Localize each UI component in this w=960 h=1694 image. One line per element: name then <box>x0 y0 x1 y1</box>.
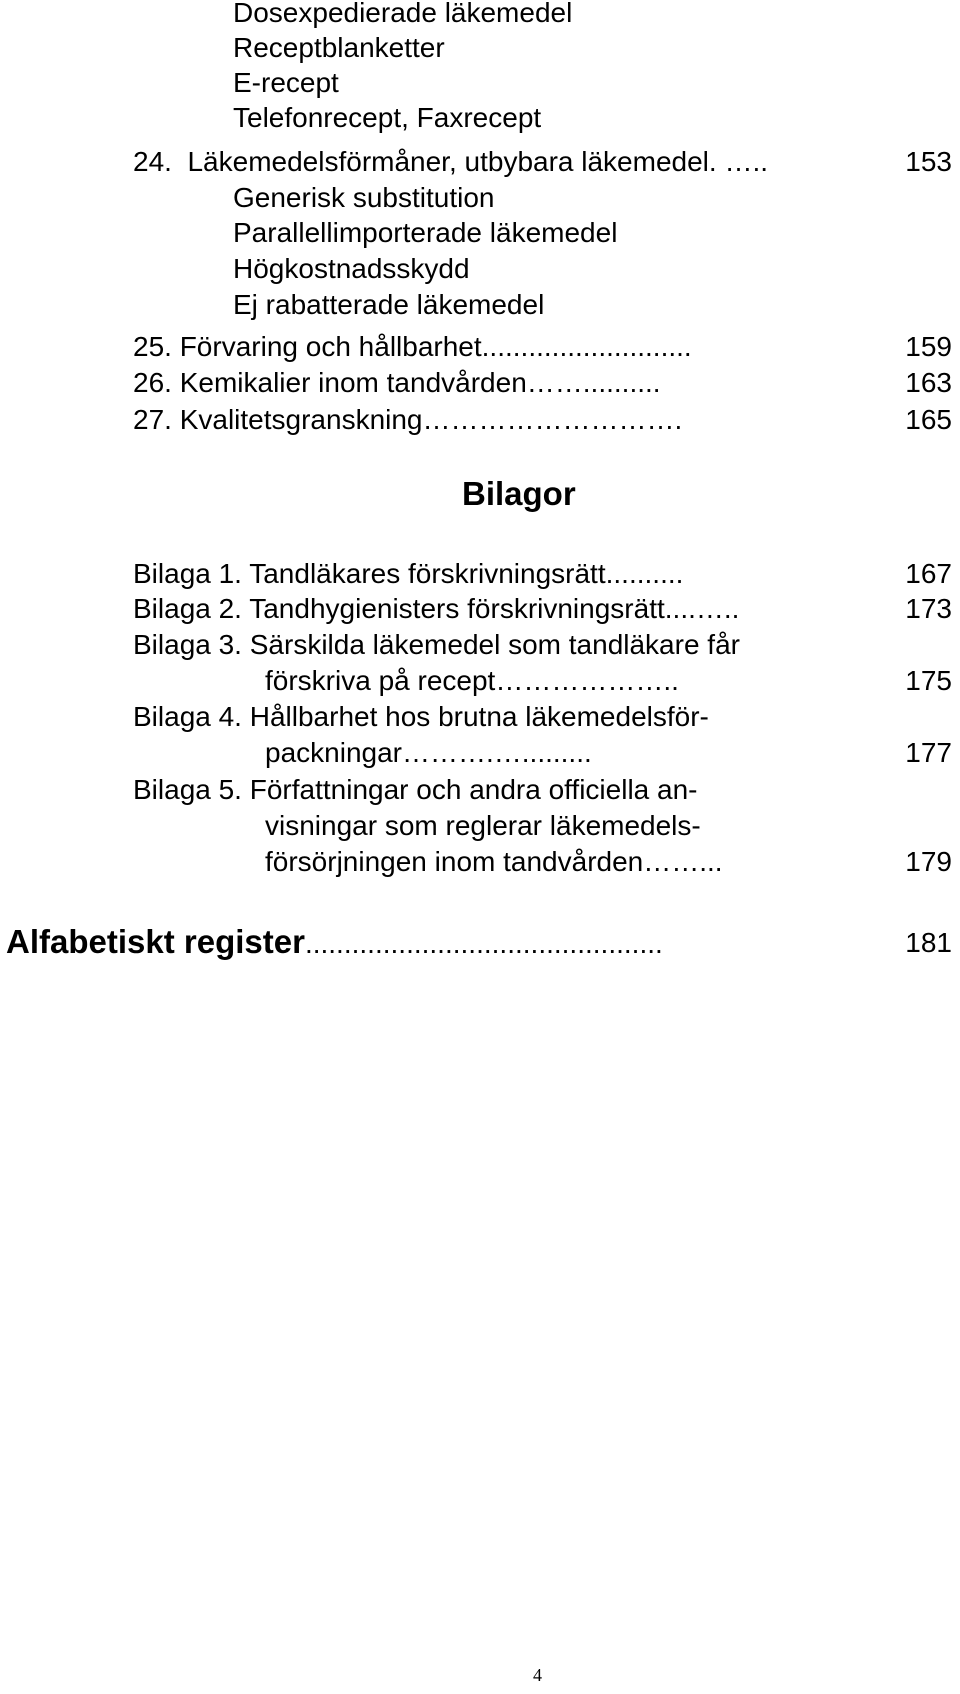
bilaga-2: Bilaga 2. Tandhygienisters förskrivningsrätt....….. <box>133 593 740 624</box>
bilaga-5: Bilaga 5. Författningar och andra officiella an- <box>133 774 698 805</box>
toc-entry-27-page: 165 <box>905 404 952 435</box>
toc-entry-26-page: 163 <box>905 367 952 398</box>
bilaga-4-page: 177 <box>905 737 952 768</box>
bilaga-5-continuation: försörjningen inom tandvården……... <box>265 846 723 877</box>
toc-subitem: Telefonrecept, Faxrecept <box>233 102 542 133</box>
bilaga-4-continuation: packningar……….…......... <box>265 737 592 768</box>
register-page: 181 <box>905 927 952 958</box>
bilaga-3-continuation: förskriva på recept……………….. <box>265 665 679 696</box>
register-label: Alfabetiskt register <box>6 923 305 960</box>
toc-entry-27: 27. Kvalitetsgranskning………………………. <box>133 404 683 435</box>
page-number: 4 <box>533 1665 542 1685</box>
bilaga-1-page: 167 <box>905 558 952 589</box>
toc-entry-24-page: 153 <box>905 146 952 177</box>
bilaga-3-page: 175 <box>905 665 952 696</box>
toc-entry-25-page: 159 <box>905 331 952 362</box>
toc-entry-24: 24. Läkemedelsförmåner, utbybara läkemedel. ….. <box>133 146 769 177</box>
bilaga-2-page: 173 <box>905 593 952 624</box>
bilaga-5-continuation: visningar som reglerar läkemedels- <box>265 810 701 841</box>
toc-subitem: Dosexpedierade läkemedel <box>233 0 573 28</box>
register-dots: .............................................. <box>304 928 663 959</box>
bilaga-5-page: 179 <box>905 846 952 877</box>
toc-subitem: Receptblanketter <box>233 32 445 63</box>
toc-subitem: Högkostnadsskydd <box>233 253 470 284</box>
bilagor-heading: Bilagor <box>462 475 576 512</box>
toc-entry-25: 25. Förvaring och hållbarhet........................... <box>133 331 692 362</box>
bilaga-1: Bilaga 1. Tandläkares förskrivningsrätt.......... <box>133 558 684 589</box>
register-entry <box>6 922 663 969</box>
toc-subitem: Ej rabatterade läkemedel <box>233 289 545 320</box>
bilaga-3: Bilaga 3. Särskilda läkemedel som tandläkare får <box>133 629 740 660</box>
toc-subitem: Parallellimporterade läkemedel <box>233 217 618 248</box>
toc-subitem: Generisk substitution <box>233 182 495 213</box>
toc-entry-26: 26. Kemikalier inom tandvården…….......... <box>133 367 661 398</box>
bilaga-4: Bilaga 4. Hållbarhet hos brutna läkemedelsför- <box>133 701 709 732</box>
toc-subitem: E-recept <box>233 67 339 98</box>
